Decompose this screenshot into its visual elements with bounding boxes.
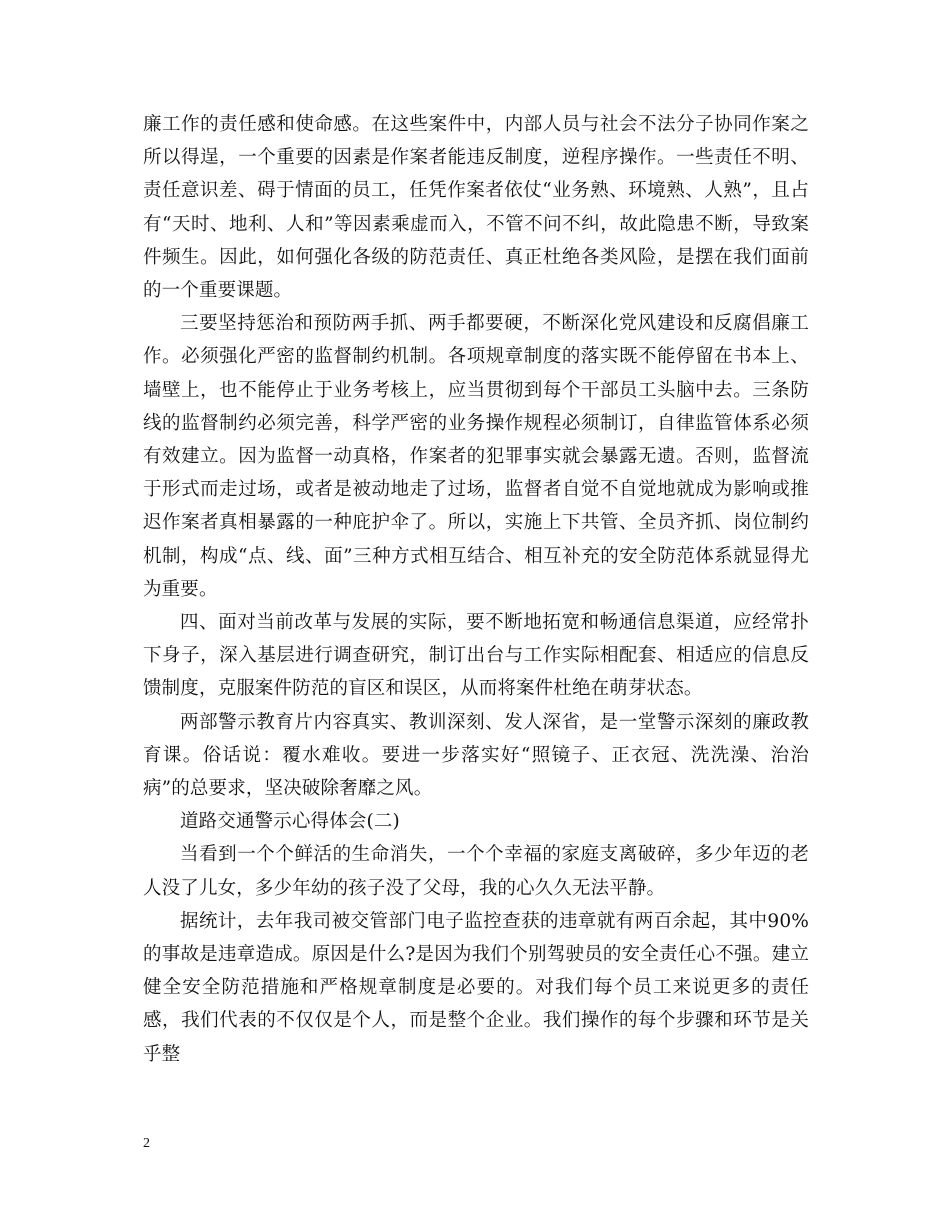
paragraph-5: 当看到一个个鲜活的生命消失，一个个幸福的家庭支离破碎，多少年迈的老人没了儿女，多少年幼的孩子没了父母，我的心久久无法平静。 — [143, 844, 809, 899]
paragraph-4: 两部警示教育片内容真实、教训深刻、发人深省，是一堂警示深刻的廉政教育课。俗话说：覆水难收。要进一步落实好“照镜子、正衣冠、洗洗澡、治治病”的总要求，坚决破除奢靡之风。 — [143, 711, 809, 800]
paragraph-3: 四、面对当前改革与发展的实际，要不断地拓宽和畅通信息渠道，应经常扑下身子，深入基层进行调查研究，制订出台与工作实际相配套、相适应的信息反馈制度，克服案件防范的盲区和误区，从而将案件杜绝在萌芽状态。 — [143, 612, 809, 700]
page-number: 2 — [143, 1136, 150, 1151]
section-heading: 道路交通警示心得体会(二) — [180, 811, 400, 833]
document-body — [143, 108, 809, 1071]
paragraph-6: 据统计，去年我司被交管部门电子监控查获的违章就有两百余起，其中90%的事故是违章造成。原因是什么?是因为我们个别驾驶员的安全责任心不强。建立健全安全防范措施和严格规章制度是必要的。对我们每个员工来说更多的责任感，我们代表的不仅仅是个人，而是整个企业。我们操作的每个步骤和环节是关乎整 — [143, 910, 809, 1065]
paragraph-2: 三要坚持惩治和预防两手抓、两手都要硬，不断深化党风建设和反腐倡廉工作。必须强化严密的监督制约机制。各项规章制度的落实既不能停留在书本上、墙壁上，也不能停止于业务考核上，应当贯彻到每个干部员工头脑中去。三条防线的监督制约必须完善，科学严密的业务操作规程必须制订，自律监管体系必须有效建立。因为监督一动真格，作案者的犯罪事实就会暴露无遗。否则，监督流于形式而走过场，或者是被动地走了过场，监督者自觉不自觉地就成为影响或推迟作案者真相暴露的一种庇护伞了。所以，实施上下共管、全员齐抓、岗位制约机制，构成“点、线、面”三种方式相互结合、相互补充的安全防范体系就显得尤为重要。 — [143, 313, 809, 600]
paragraph-1: 廉工作的责任感和使命感。在这些案件中，内部人员与社会不法分子协同作案之所以得逞，一个重要的因素是作案者能违反制度，逆程序操作。一些责任不明、责任意识差、碍于情面的员工，任凭作案者依仗“业务熟、环境熟、人熟”，且占有“天时、地利、人和”等因素乘虚而入，不管不问不纠，故此隐患不断，导致案件频生。因此，如何强化各级的防范责任、真正杜绝各类风险，是摆在我们面前的一个重要课题。 — [143, 114, 809, 302]
